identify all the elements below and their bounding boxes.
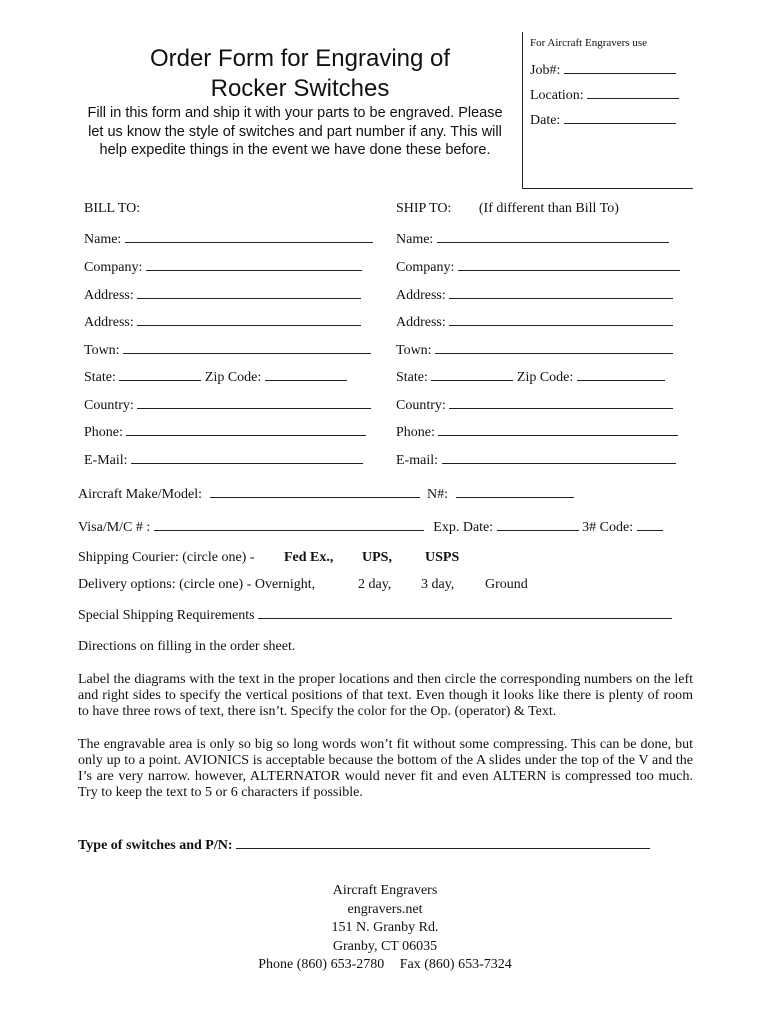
security-code-label: 3# Code: bbox=[582, 520, 634, 535]
ship-to-phone-label: Phone: bbox=[396, 425, 435, 440]
aircraft-make-model-label: Aircraft Make/Model: bbox=[78, 487, 203, 502]
courier-option-usps[interactable]: USPS bbox=[425, 550, 460, 565]
ship-to-zip-field[interactable] bbox=[577, 367, 665, 381]
company-footer bbox=[200, 882, 570, 975]
ship-to-note: (If different than Bill To) bbox=[478, 201, 619, 216]
ship-to-country-label: Country: bbox=[396, 398, 446, 413]
delivery-option-2day[interactable]: 2 day, bbox=[358, 577, 392, 592]
bill-to-zip-field[interactable] bbox=[265, 367, 347, 381]
bill-to-email-row bbox=[84, 450, 363, 469]
special-shipping-row bbox=[78, 605, 672, 624]
bill-to-address1-row bbox=[84, 285, 361, 304]
job-number-row bbox=[530, 60, 676, 79]
switch-type-field[interactable] bbox=[236, 835, 650, 849]
courier-option-fedex[interactable]: Fed Ex., bbox=[284, 550, 334, 565]
card-number-label: Visa/M/C # : bbox=[78, 520, 151, 535]
bill-to-phone-field[interactable] bbox=[126, 422, 366, 436]
ship-to-name-field[interactable] bbox=[437, 229, 669, 243]
ship-to-company-field[interactable] bbox=[458, 257, 680, 271]
ship-to-email-field[interactable] bbox=[442, 450, 676, 464]
bill-to-country-label: Country: bbox=[84, 398, 134, 413]
bill-to-state-label: State: bbox=[84, 370, 116, 385]
special-shipping-field[interactable] bbox=[258, 605, 672, 619]
bill-to-zip-label: Zip Code: bbox=[204, 370, 262, 385]
exp-date-label: Exp. Date: bbox=[433, 520, 494, 535]
office-use-heading: For Aircraft Engravers use bbox=[530, 37, 647, 49]
ship-to-address2-field[interactable] bbox=[449, 312, 673, 326]
ship-to-heading: SHIP TO: bbox=[396, 201, 452, 216]
aircraft-row bbox=[78, 484, 574, 503]
ship-to-company-row bbox=[396, 257, 680, 276]
ship-to-address2-label: Address: bbox=[396, 315, 446, 330]
ship-to-state-row bbox=[396, 367, 665, 386]
footer-phone: Phone (860) 653-2780 bbox=[258, 957, 385, 972]
job-number-field[interactable] bbox=[564, 60, 676, 74]
bill-to-address2-row bbox=[84, 312, 361, 331]
footer-contact-row bbox=[200, 956, 570, 975]
bill-to-name-field[interactable] bbox=[125, 229, 373, 243]
footer-city: Granby, CT 06035 bbox=[332, 938, 438, 954]
exp-date-field[interactable] bbox=[497, 517, 579, 531]
ship-to-country-row bbox=[396, 395, 673, 414]
bill-to-address2-field[interactable] bbox=[137, 312, 361, 326]
directions-paragraph-2: The engravable area is only so big so long words won’t fit without some compressing. This can be done, but only up to a point. AVIONICS is acceptable because the bottom of the A slides under the top of the V and the I’s are very narrow. however, ALTERNATOR would never fit and even ALTERN is compressed too much. Try to keep the text to 5 or 6 characters if possible. bbox=[78, 737, 693, 800]
bill-to-phone-label: Phone: bbox=[84, 425, 123, 440]
bill-to-email-label: E-Mail: bbox=[84, 453, 128, 468]
bill-to-state-field[interactable] bbox=[119, 367, 201, 381]
delivery-label: Delivery options: (circle one) - Overnight, bbox=[78, 577, 316, 592]
footer-website: engravers.net bbox=[347, 901, 423, 917]
ship-to-email-label: E-mail: bbox=[396, 453, 438, 468]
job-number-label: Job#: bbox=[530, 63, 561, 78]
special-shipping-label: Special Shipping Requirements bbox=[78, 608, 255, 623]
bill-to-state-row bbox=[84, 367, 347, 386]
ship-to-town-field[interactable] bbox=[435, 340, 673, 354]
ship-to-state-field[interactable] bbox=[431, 367, 513, 381]
courier-label: Shipping Courier: (circle one) - bbox=[78, 550, 255, 565]
bill-to-address2-label: Address: bbox=[84, 315, 134, 330]
bill-to-town-row bbox=[84, 340, 371, 359]
bill-to-name-label: Name: bbox=[84, 232, 122, 247]
location-row bbox=[530, 85, 679, 104]
bill-to-country-row bbox=[84, 395, 371, 414]
security-code-field[interactable] bbox=[637, 517, 663, 531]
n-number-label: N#: bbox=[427, 487, 449, 502]
office-date-field[interactable] bbox=[564, 110, 676, 124]
bill-to-email-field[interactable] bbox=[131, 450, 363, 464]
bill-to-phone-row bbox=[84, 422, 366, 441]
ship-to-country-field[interactable] bbox=[449, 395, 673, 409]
title-line-1: Order Form for Engraving of bbox=[149, 45, 451, 72]
footer-fax: Fax (860) 653-7324 bbox=[399, 957, 512, 972]
n-number-field[interactable] bbox=[456, 484, 574, 498]
location-field[interactable] bbox=[587, 85, 679, 99]
ship-to-name-label: Name: bbox=[396, 232, 434, 247]
courier-option-ups[interactable]: UPS, bbox=[362, 550, 392, 565]
ship-to-address1-label: Address: bbox=[396, 288, 446, 303]
ship-to-state-label: State: bbox=[396, 370, 428, 385]
office-date-label: Date: bbox=[530, 113, 561, 128]
delivery-option-ground[interactable]: Ground bbox=[485, 577, 528, 592]
aircraft-make-model-field[interactable] bbox=[210, 484, 420, 498]
bill-to-heading: BILL TO: bbox=[84, 201, 141, 216]
ship-to-address2-row bbox=[396, 312, 673, 331]
ship-to-phone-row bbox=[396, 422, 678, 441]
payment-row bbox=[78, 517, 663, 536]
footer-company: Aircraft Engravers bbox=[332, 883, 438, 898]
bill-to-address1-label: Address: bbox=[84, 288, 134, 303]
location-label: Location: bbox=[530, 88, 584, 103]
footer-street: 151 N. Granby Rd. bbox=[331, 920, 439, 935]
title-line-2: Rocker Switches bbox=[210, 75, 390, 102]
ship-to-email-row bbox=[396, 450, 676, 469]
ship-to-zip-label: Zip Code: bbox=[516, 370, 574, 385]
bill-to-town-label: Town: bbox=[84, 343, 120, 358]
switch-type-row bbox=[78, 835, 650, 854]
bill-to-name-row bbox=[84, 229, 373, 248]
office-use-box bbox=[522, 32, 693, 189]
bill-to-town-field[interactable] bbox=[123, 340, 371, 354]
bill-to-company-row bbox=[84, 257, 362, 276]
bill-to-country-field[interactable] bbox=[137, 395, 371, 409]
ship-to-address1-field[interactable] bbox=[449, 285, 673, 299]
ship-to-name-row bbox=[396, 229, 669, 248]
ship-to-address1-row bbox=[396, 285, 673, 304]
ship-to-heading-row bbox=[396, 201, 619, 217]
ship-to-town-label: Town: bbox=[396, 343, 432, 358]
bill-to-company-label: Company: bbox=[84, 260, 143, 275]
delivery-option-3day[interactable]: 3 day, bbox=[421, 577, 455, 592]
directions-paragraph-1: Label the diagrams with the text in the proper locations and then circle the corresponding numbers on the left and right sides to specify the vertical positions of that text. Even though it looks like there is plenty of room to have three rows of text, there isn’t. Specify the color for the Op. (operator) & Text. bbox=[78, 672, 693, 719]
bill-to-company-field[interactable] bbox=[146, 257, 362, 271]
ship-to-company-label: Company: bbox=[396, 260, 455, 275]
switch-type-label: Type of switches and P/N: bbox=[78, 838, 233, 853]
intro-text: Fill in this form and ship it with your parts to be engraved. Please let us know the style of switches and part number if any. This will help expedite things in the event we have done these before. bbox=[87, 105, 503, 158]
bill-to-address1-field[interactable] bbox=[137, 285, 361, 299]
ship-to-phone-field[interactable] bbox=[438, 422, 678, 436]
form-title bbox=[100, 44, 500, 104]
ship-to-town-row bbox=[396, 340, 673, 359]
directions-heading: Directions on filling in the order sheet. bbox=[78, 639, 296, 654]
date-row bbox=[530, 110, 676, 129]
card-number-field[interactable] bbox=[154, 517, 424, 531]
